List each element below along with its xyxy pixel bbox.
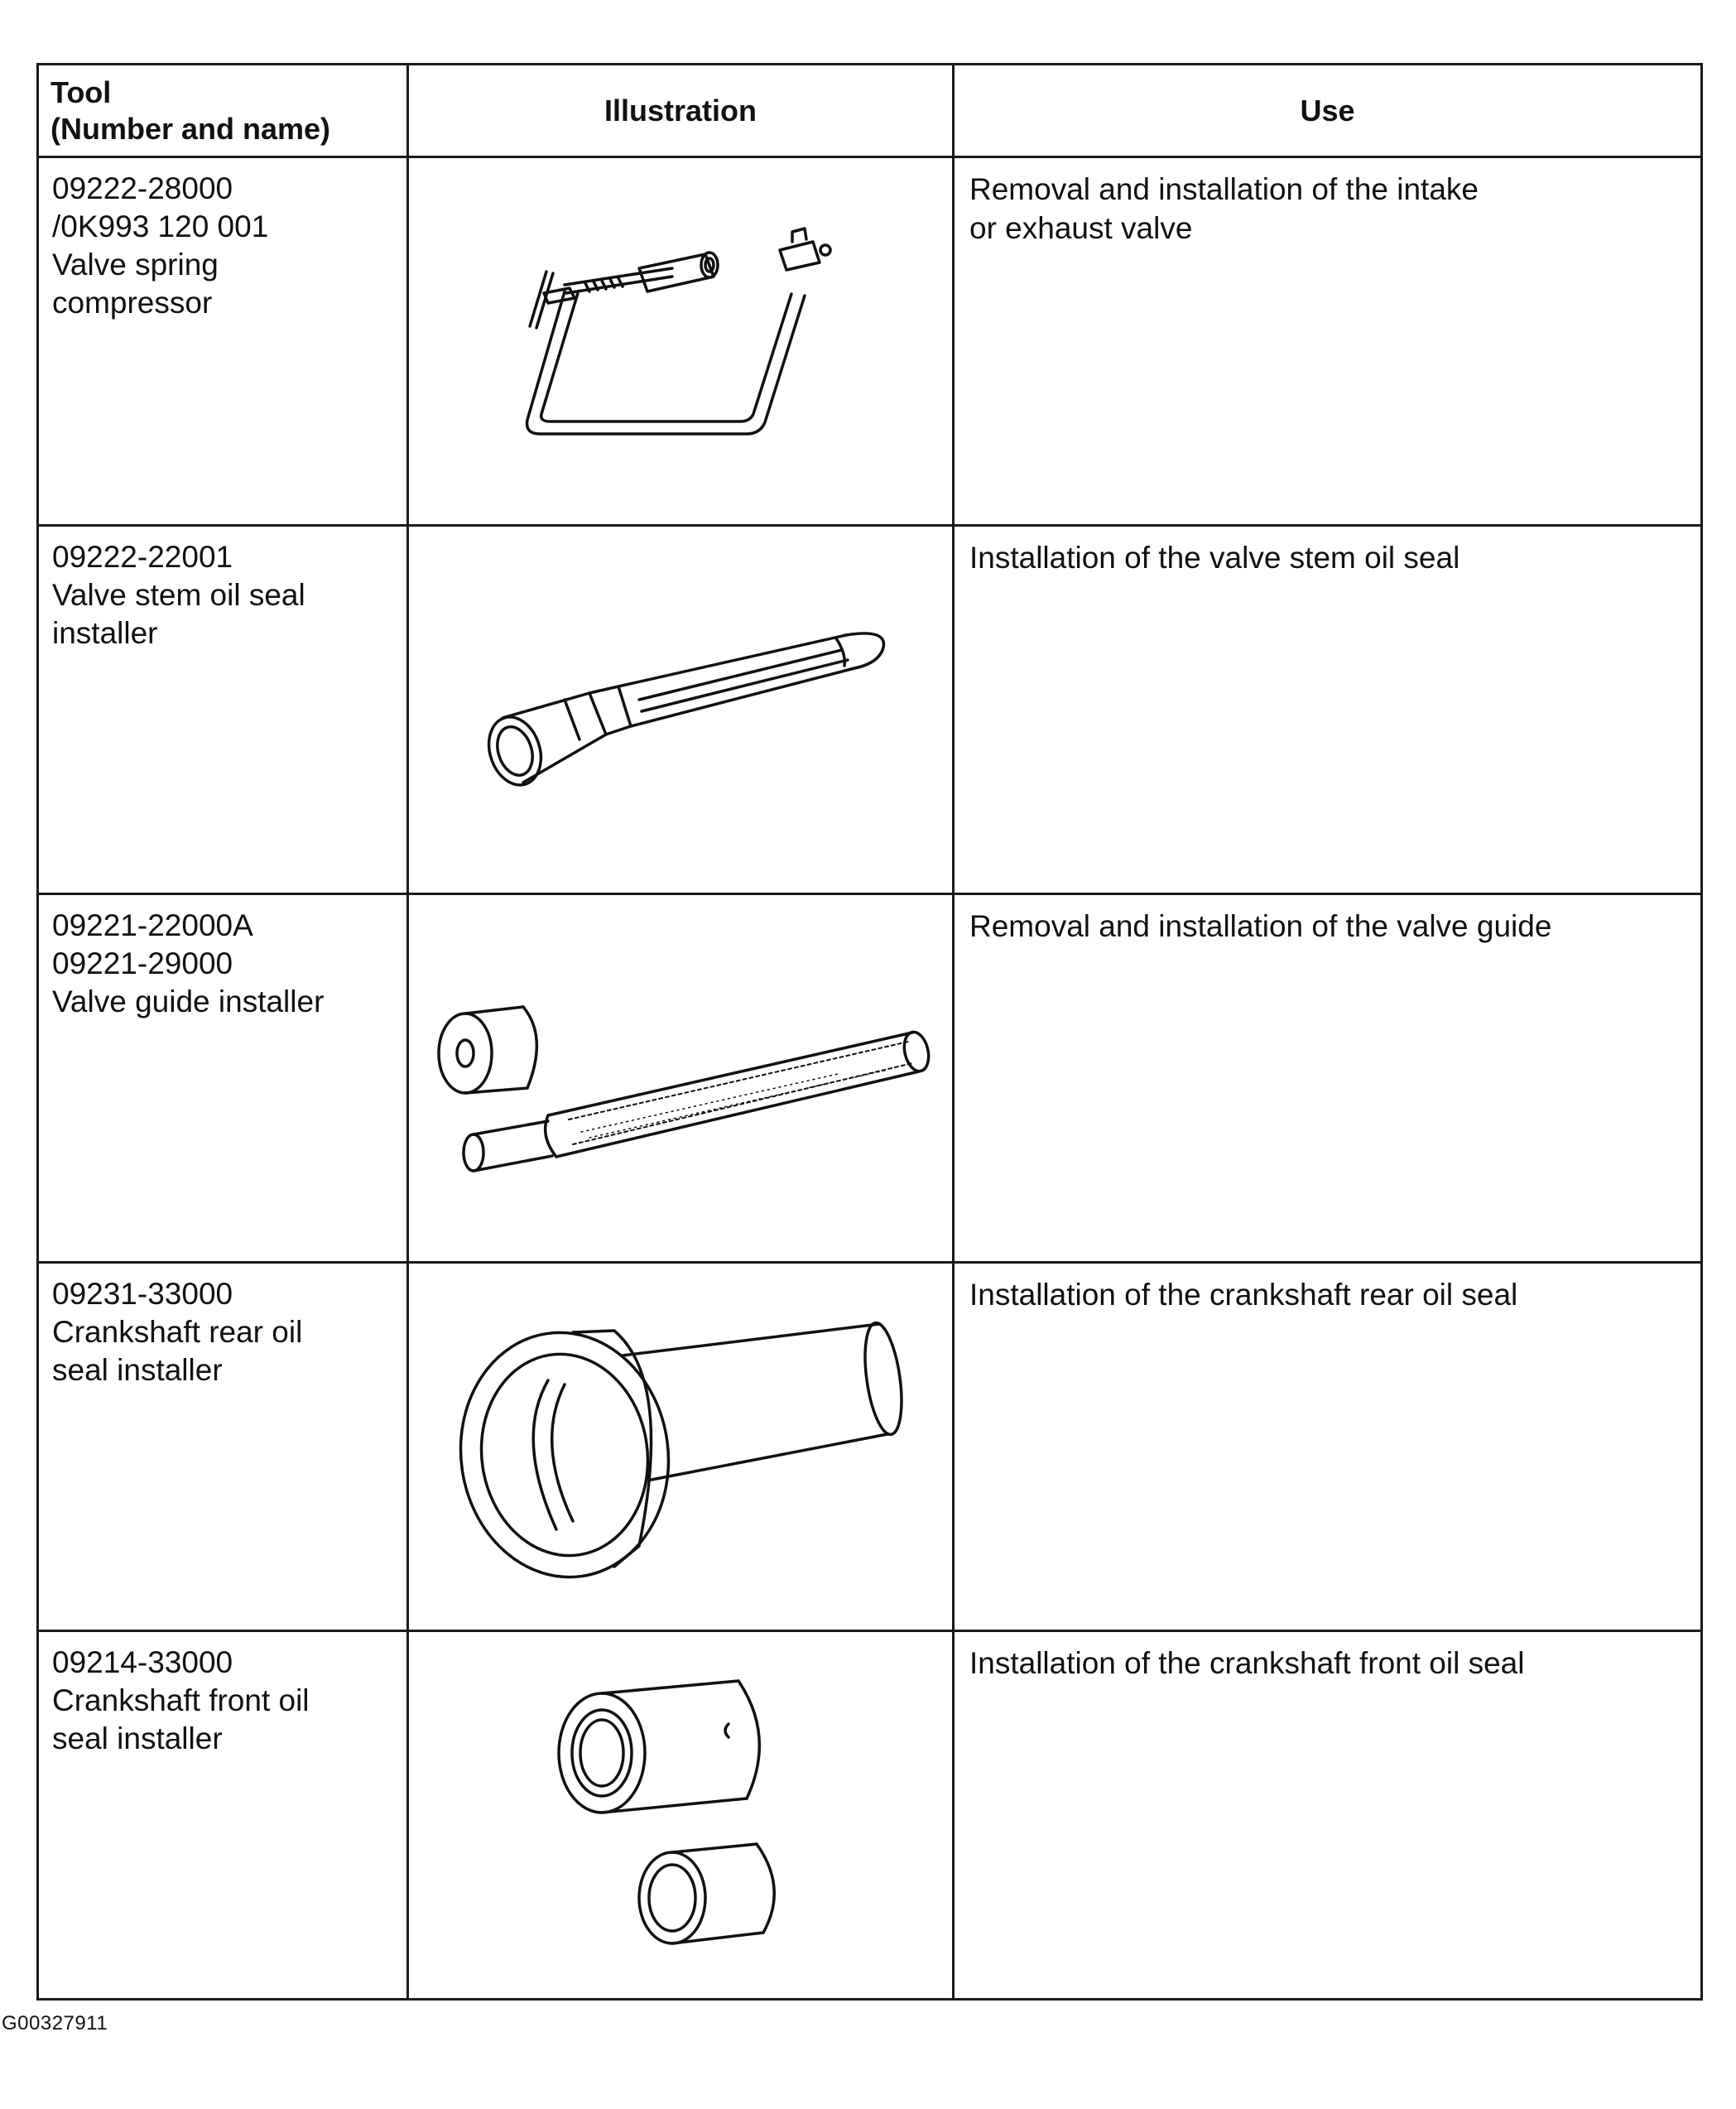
table-row: [38, 1263, 1702, 1631]
crankshaft-rear-oil-seal-installer-icon: [449, 1298, 912, 1596]
use-cell: [954, 1263, 1702, 1631]
tool-number-and-name: 09222-28000 /0K993 120 001 Valve spring compressor: [52, 171, 269, 320]
tool-use-description: Installation of the crankshaft rear oil seal: [969, 1278, 1518, 1312]
table-row: [38, 157, 1702, 526]
table-row: [38, 1631, 1702, 2000]
figure-code: G00327911: [2, 2012, 108, 2034]
header-tool: [38, 65, 408, 157]
use-cell: [954, 894, 1702, 1263]
header-illustration: [408, 65, 954, 157]
valve-guide-installer-icon: [424, 979, 937, 1177]
special-tools-table: [36, 63, 1703, 2001]
table-header-row: [38, 65, 1702, 157]
illustration-cell: [408, 1263, 954, 1631]
use-cell: [954, 526, 1702, 894]
table-row: [38, 526, 1702, 894]
valve-stem-oil-seal-installer-icon: [465, 602, 896, 817]
illustration-cell: [408, 1631, 954, 2000]
tool-cell: [38, 1263, 408, 1631]
header-use-label: Use: [1300, 93, 1355, 128]
crankshaft-front-oil-seal-installer-icon: [548, 1674, 813, 1956]
tool-cell: [38, 526, 408, 894]
table-row: [38, 894, 1702, 1263]
header-use: [954, 65, 1702, 157]
illustration-cell: [408, 894, 954, 1263]
illustration-cell: [408, 157, 954, 526]
tool-cell: [38, 1631, 408, 2000]
special-tools-sheet: [36, 63, 1700, 2001]
header-tool-label: Tool (Number and name): [50, 75, 331, 146]
tool-number-and-name: 09214-33000 Crankshaft front oil seal installer: [52, 1645, 310, 1755]
tool-number-and-name: 09221-22000A 09221-29000 Valve guide installer: [52, 908, 325, 1018]
tool-number-and-name: 09231-33000 Crankshaft rear oil seal installer: [52, 1277, 303, 1387]
tool-cell: [38, 157, 408, 526]
use-cell: [954, 157, 1702, 526]
tool-use-description: Removal and installation of the valve guide: [969, 909, 1552, 943]
illustration-cell: [408, 526, 954, 894]
use-cell: [954, 1631, 1702, 2000]
valve-spring-compressor-icon: [507, 217, 854, 465]
tool-cell: [38, 894, 408, 1263]
tool-number-and-name: 09222-22001 Valve stem oil seal installer: [52, 540, 305, 650]
tool-use-description: Removal and installation of the intake or exhaust valve: [969, 172, 1479, 245]
header-illustration-label: Illustration: [604, 93, 757, 128]
tool-use-description: Installation of the crankshaft front oil seal: [969, 1646, 1525, 1680]
tool-use-description: Installation of the valve stem oil seal: [969, 541, 1460, 575]
